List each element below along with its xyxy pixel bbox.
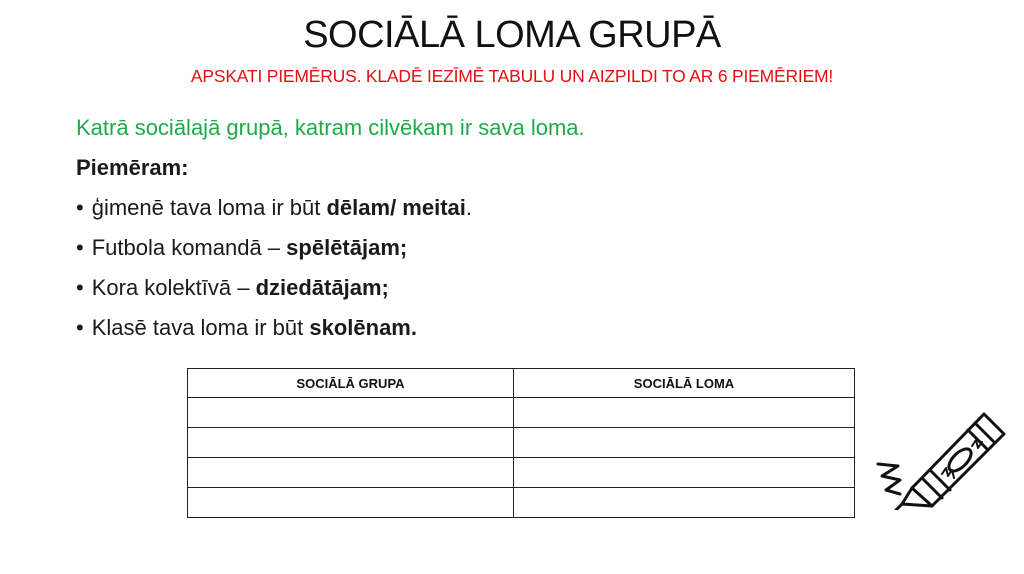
table-cell	[188, 488, 514, 518]
column-header-role: SOCIĀLĀ LOMA	[514, 369, 855, 398]
table-cell	[514, 488, 855, 518]
slide-subtitle: APSKATI PIEMĒRUS. KLADĒ IEZĪMĒ TABULU UN AIZPILDI TO AR 6 PIEMĒRIEM!	[190, 66, 834, 86]
table-cell	[514, 428, 855, 458]
table-row	[188, 398, 855, 428]
intro-text: Katrā sociālajā grupā, katram cilvēkam ir sava loma.	[76, 115, 585, 140]
slide-body	[76, 108, 936, 348]
table-cell	[188, 458, 514, 488]
bullet-item: • Kora kolektīvā – dziedātājam;	[76, 268, 936, 308]
table-cell	[514, 398, 855, 428]
table-cell	[188, 398, 514, 428]
bullet-item: • Klasē tava loma ir būt skolēnam.	[76, 308, 936, 348]
table-row	[188, 458, 855, 488]
crayon-writing-icon	[872, 400, 1012, 510]
table-row	[188, 428, 855, 458]
bullet-item: • Futbola komandā – spēlētājam;	[76, 228, 936, 268]
table-cell	[188, 428, 514, 458]
table-cell	[514, 458, 855, 488]
bullet-item: • ģimenē tava loma ir būt dēlam/ meitai.	[76, 188, 936, 228]
column-header-group: SOCIĀLĀ GRUPA	[188, 369, 514, 398]
slide-title: SOCIĀLĀ LOMA GRUPĀ	[303, 14, 721, 56]
table-header-row	[188, 369, 855, 398]
table-row	[188, 488, 855, 518]
roles-table	[187, 368, 855, 518]
example-heading: Piemēram:	[76, 155, 189, 180]
